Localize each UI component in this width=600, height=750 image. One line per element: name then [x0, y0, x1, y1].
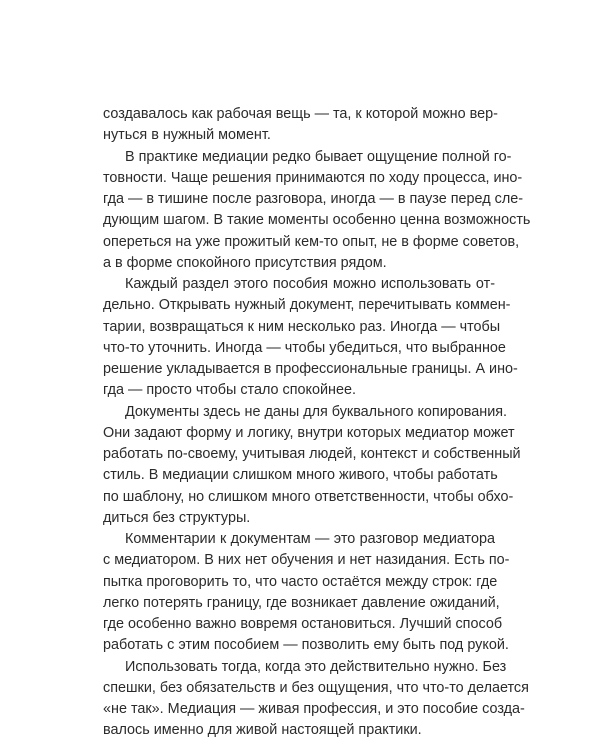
text-line: гда — просто чтобы стало спокойнее.: [103, 382, 356, 399]
text-line: валось именно для живой настоящей практики.: [103, 722, 422, 739]
text-line: решение укладывается в профессиональные границы. А ино-: [103, 361, 518, 377]
text-line: В практике медиации редко бывает ощущение полной го-: [125, 148, 512, 165]
text-line: где особенно важно вовремя остановиться. Лучший способ: [103, 616, 503, 632]
text-line: спешки, без обязательств и без ощущения, что что-то делается: [103, 679, 529, 696]
text-line: с медиатором. В них нет обучения и нет назидания. Есть по-: [103, 552, 510, 569]
text-line: работать по-своему, учитывая людей, контекст и собственный: [103, 446, 521, 462]
text-line: тарии, возвращаться к ним несколько раз. Иногда — чтобы: [103, 318, 501, 335]
text-line: гда — в тишине после разговора, иногда — в паузе перед сле-: [103, 191, 524, 207]
text-line: диться без структуры.: [103, 509, 251, 526]
text-line: легко потерять границу, где возникает давление ожиданий,: [103, 594, 500, 611]
body-text: [103, 104, 531, 742]
text-line: Они задают форму и логику, внутри которых медиатор может: [103, 424, 515, 441]
text-line: стиль. В медиации слишком много живого, чтобы работать: [103, 467, 498, 484]
text-line: по шаблону, но слишком много ответственности, чтобы обхо-: [103, 488, 514, 505]
text-line: товности. Чаще решения принимаются по ходу процесса, ино-: [103, 169, 523, 186]
text-line: а в форме спокойного присутствия рядом.: [103, 254, 387, 271]
text-line: опереться на уже прожитый кем-то опыт, не в форме советов,: [103, 233, 520, 250]
text-line: работать с этим пособием — позволить ему быть под рукой.: [103, 637, 509, 654]
text-line: Комментарии к документам — это разговор медиатора: [125, 531, 495, 547]
text-line: «не так». Медиация — живая профессия, и это пособие созда-: [103, 701, 525, 717]
text-line: Каждый раздел этого пособия можно использовать от-: [125, 276, 495, 292]
text-line: дующим шагом. В такие моменты особенно ценна возможность: [103, 212, 531, 229]
text-line: дельно. Открывать нужный документ, перечитывать коммен-: [103, 297, 511, 314]
text-line: создавалось как рабочая вещь — та, к которой можно вер-: [103, 106, 498, 122]
text-line: нуться в нужный момент.: [103, 127, 271, 144]
text-line: Использовать тогда, когда это действительно нужно. Без: [125, 658, 507, 675]
text-line: что-то уточнить. Иногда — чтобы убедиться, что выбранное: [103, 339, 506, 356]
text-line: Документы здесь не даны для буквального копирования.: [125, 403, 508, 420]
text-line: пытка проговорить то, что часто остаётся между строк: где: [103, 573, 498, 590]
